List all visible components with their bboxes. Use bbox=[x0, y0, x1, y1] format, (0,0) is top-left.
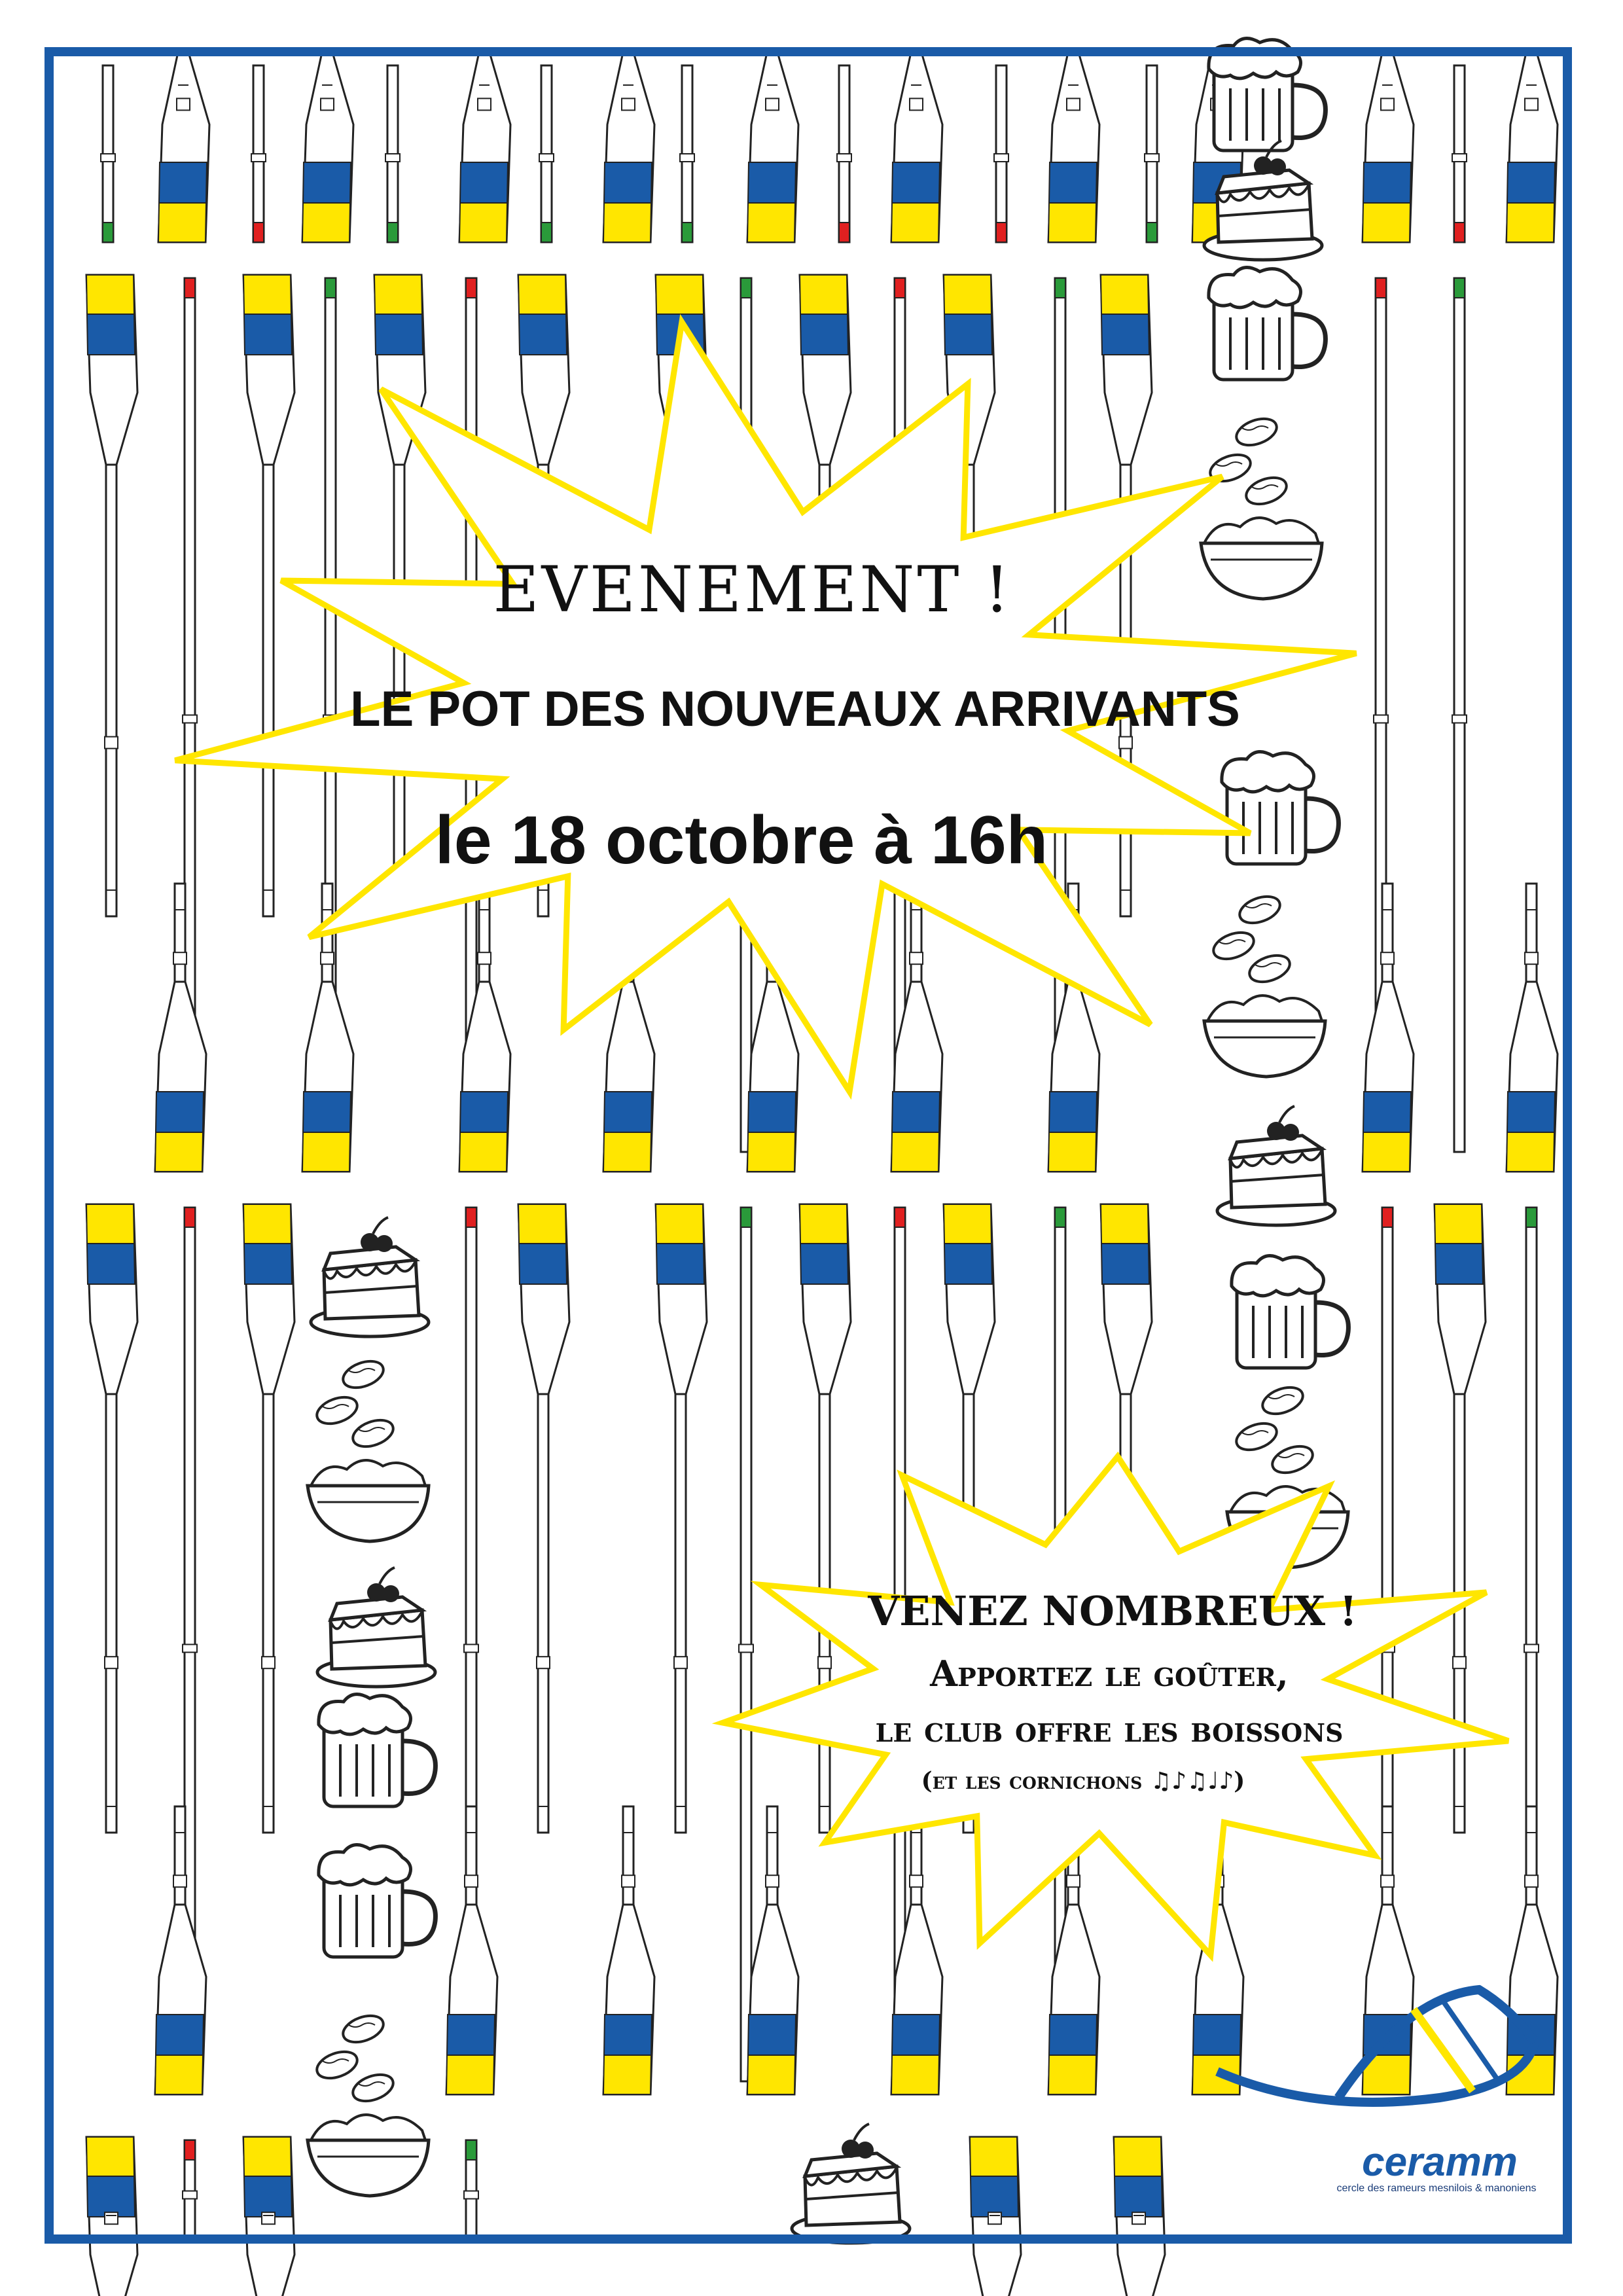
invitation-line-2: Apportez le goûter, bbox=[930, 1653, 1289, 1695]
beer-mug-icon bbox=[319, 1845, 436, 1957]
oar-icon bbox=[1048, 52, 1099, 242]
invitation-line-1: VENEZ NOMBREUX ! bbox=[868, 1587, 1357, 1635]
beer-mug-icon bbox=[319, 1695, 436, 1806]
oar-icon bbox=[1363, 884, 1414, 1172]
oar-icon bbox=[603, 52, 654, 242]
oar-icon bbox=[155, 884, 206, 1172]
oar-icon bbox=[680, 65, 694, 242]
oar-icon bbox=[158, 52, 209, 242]
oar-icon bbox=[86, 1204, 137, 1833]
oar-pattern bbox=[86, 52, 1558, 2296]
oar-icon bbox=[243, 275, 294, 916]
event-subtitle: LE POT DES NOUVEAUX ARRIVANTS bbox=[350, 681, 1240, 737]
oar-icon bbox=[1507, 52, 1558, 242]
oar-icon bbox=[603, 1806, 654, 2094]
oar-icon bbox=[1114, 2137, 1165, 2296]
beer-mug-icon bbox=[1222, 752, 1339, 864]
oar-icon bbox=[243, 1204, 294, 1833]
oar-icon bbox=[183, 2140, 197, 2242]
oar-icon bbox=[243, 2137, 294, 2296]
oar-icon bbox=[994, 65, 1008, 242]
oar-icon bbox=[302, 52, 353, 242]
oar-icon bbox=[464, 2140, 478, 2242]
oar-icon bbox=[656, 1204, 707, 1833]
cake-slice-icon bbox=[317, 1568, 435, 1687]
event-title: EVENEMENT ! bbox=[493, 553, 1012, 626]
chips-bowl-icon bbox=[308, 2011, 429, 2196]
oar-icon bbox=[155, 1806, 206, 2094]
beer-mug-icon bbox=[1209, 268, 1326, 380]
chips-bowl-icon bbox=[1204, 891, 1325, 1077]
oar-icon bbox=[1145, 65, 1159, 242]
cake-slice-icon bbox=[311, 1217, 429, 1336]
oar-icon bbox=[970, 2137, 1021, 2296]
logo-tagline: cercle des rameurs mesnilois & manoniens bbox=[1336, 2183, 1537, 2194]
oar-icon bbox=[747, 1806, 798, 2094]
oar-icon bbox=[891, 52, 942, 242]
beer-mug-icon bbox=[1209, 39, 1326, 151]
oar-icon bbox=[1363, 52, 1414, 242]
event-date: le 18 octobre à 16h bbox=[435, 802, 1048, 878]
oar-icon bbox=[385, 65, 400, 242]
beer-mug-icon bbox=[1232, 1256, 1349, 1368]
oar-icon bbox=[1452, 278, 1467, 1152]
invitation-line-4: (et les cornichons ♫♪♫♩♪) bbox=[921, 1767, 1245, 1795]
oar-icon bbox=[539, 65, 554, 242]
cake-slice-icon bbox=[1217, 1106, 1335, 1225]
oar-icon bbox=[251, 65, 266, 242]
invitation-line-3: le club offre les boissons bbox=[875, 1708, 1344, 1750]
chips-bowl-icon bbox=[308, 1356, 429, 1541]
oar-icon bbox=[101, 65, 115, 242]
oar-icon bbox=[459, 52, 510, 242]
oar-icon bbox=[1507, 884, 1558, 1172]
oar-icon bbox=[739, 1208, 753, 2081]
logo-name: ceramm bbox=[1362, 2140, 1518, 2185]
oar-icon bbox=[837, 65, 851, 242]
oar-icon bbox=[86, 275, 137, 916]
oar-icon bbox=[747, 52, 798, 242]
cake-slice-icon bbox=[792, 2124, 910, 2243]
oar-icon bbox=[446, 1806, 497, 2094]
chips-bowl-icon bbox=[1201, 414, 1322, 599]
oar-icon bbox=[86, 2137, 137, 2296]
oar-icon bbox=[518, 1204, 569, 1833]
oar-icon bbox=[1452, 65, 1467, 242]
